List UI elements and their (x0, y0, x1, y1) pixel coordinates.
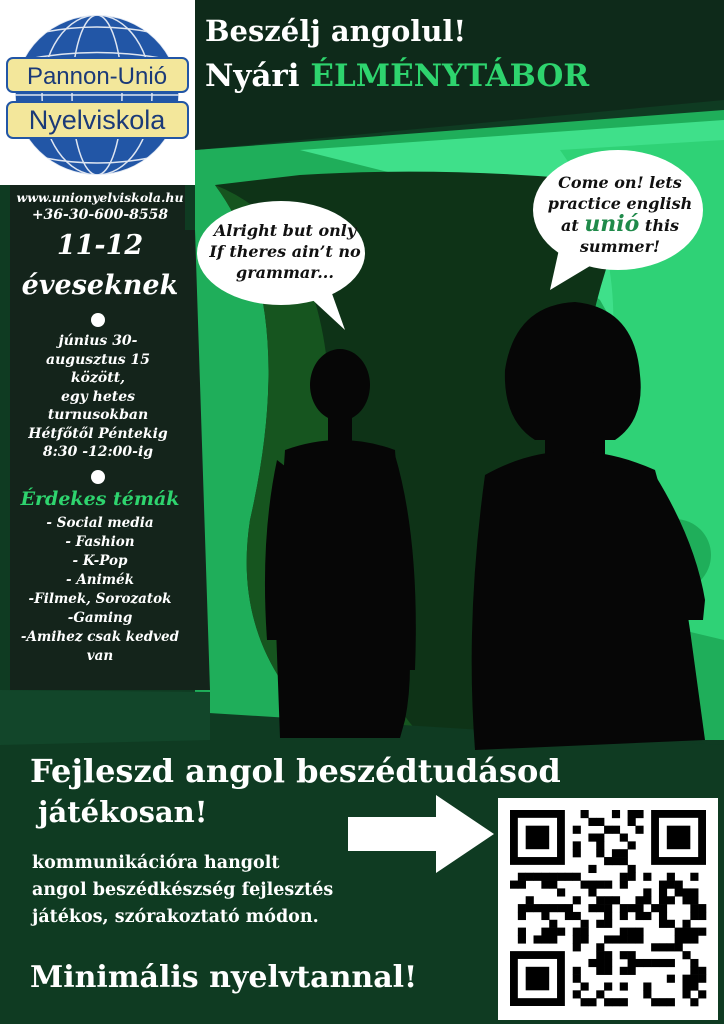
speech-right-text (535, 172, 705, 257)
description-line: játékos, szórakoztató módon. (32, 907, 319, 927)
bullet-dot (91, 313, 105, 327)
schedule-line: egy hetes (60, 388, 136, 405)
header-subtitle-prefix: Nyári (205, 58, 300, 94)
topic-item: -Gaming (67, 610, 133, 626)
silhouette-left (255, 340, 430, 740)
logo-line1: Pannon-Unió (26, 63, 168, 90)
qr-code-icon[interactable] (498, 798, 718, 1020)
topic-item: -Filmek, Sorozatok (28, 591, 172, 607)
closing-line: Minimális nyelvtannal! (30, 960, 418, 995)
tagline-second: játékosan! (38, 795, 208, 829)
topic-item: - K-Pop (72, 553, 128, 569)
header-subtitle (205, 58, 589, 94)
age-range: 11-12 (56, 230, 144, 261)
arrow-right-icon (348, 795, 496, 873)
topic-item: van (86, 648, 114, 664)
globe-logo-icon (5, 10, 190, 180)
topic-item: - Animék (66, 572, 134, 588)
logo-line2: Nyelviskola (28, 105, 166, 135)
tagline-main: Fejleszd angol beszédtudásod (30, 752, 561, 790)
speech-left-text (200, 220, 370, 283)
description-line: kommunikációra hangolt (32, 853, 280, 873)
topic-item: - Social media (46, 515, 154, 531)
schedule-line: Hétfőtől Péntekig (28, 425, 168, 442)
age-label: éveseknek (21, 270, 179, 301)
speech-line: Come on! lets (558, 173, 682, 192)
speech-word: at (560, 216, 579, 235)
description (32, 850, 333, 931)
phone-number[interactable]: +36-30-600-8558 (31, 207, 169, 223)
speech-word: this (644, 216, 680, 235)
topic-item: -Amihez csak kedved (20, 629, 180, 645)
schedule-line: június 30- (58, 333, 138, 349)
qr-code-graphic (498, 798, 718, 1020)
header-title: Beszélj angolul! (205, 14, 467, 48)
description-line: angol beszédkészség fejlesztés (32, 880, 334, 900)
topics-list (15, 514, 185, 666)
schedule-line: 8:30 -12:00-ig (42, 444, 154, 460)
bullet-dot (91, 470, 105, 484)
speech-line: Alright but only (213, 221, 357, 240)
silhouette-right (465, 300, 710, 750)
website-link[interactable]: www.unionyelviskola.hu (16, 190, 184, 205)
speech-line: grammar... (236, 263, 334, 282)
schedule-text (18, 332, 178, 462)
speech-line: If theres ain’t no (209, 242, 361, 261)
header-subtitle-highlight: ÉLMÉNYTÁBOR (310, 58, 590, 94)
topic-item: - Fashion (65, 534, 135, 550)
speech-line: summer! (579, 237, 661, 256)
brand-word: unió (584, 211, 640, 237)
speech-line: practice english (547, 194, 693, 213)
schedule-line: turnusokban (47, 407, 149, 423)
topics-title: Érdekes témák (20, 488, 180, 510)
speech-line (535, 211, 705, 237)
schedule-line: között, (70, 370, 126, 386)
schedule-line: augusztus 15 (46, 351, 150, 368)
